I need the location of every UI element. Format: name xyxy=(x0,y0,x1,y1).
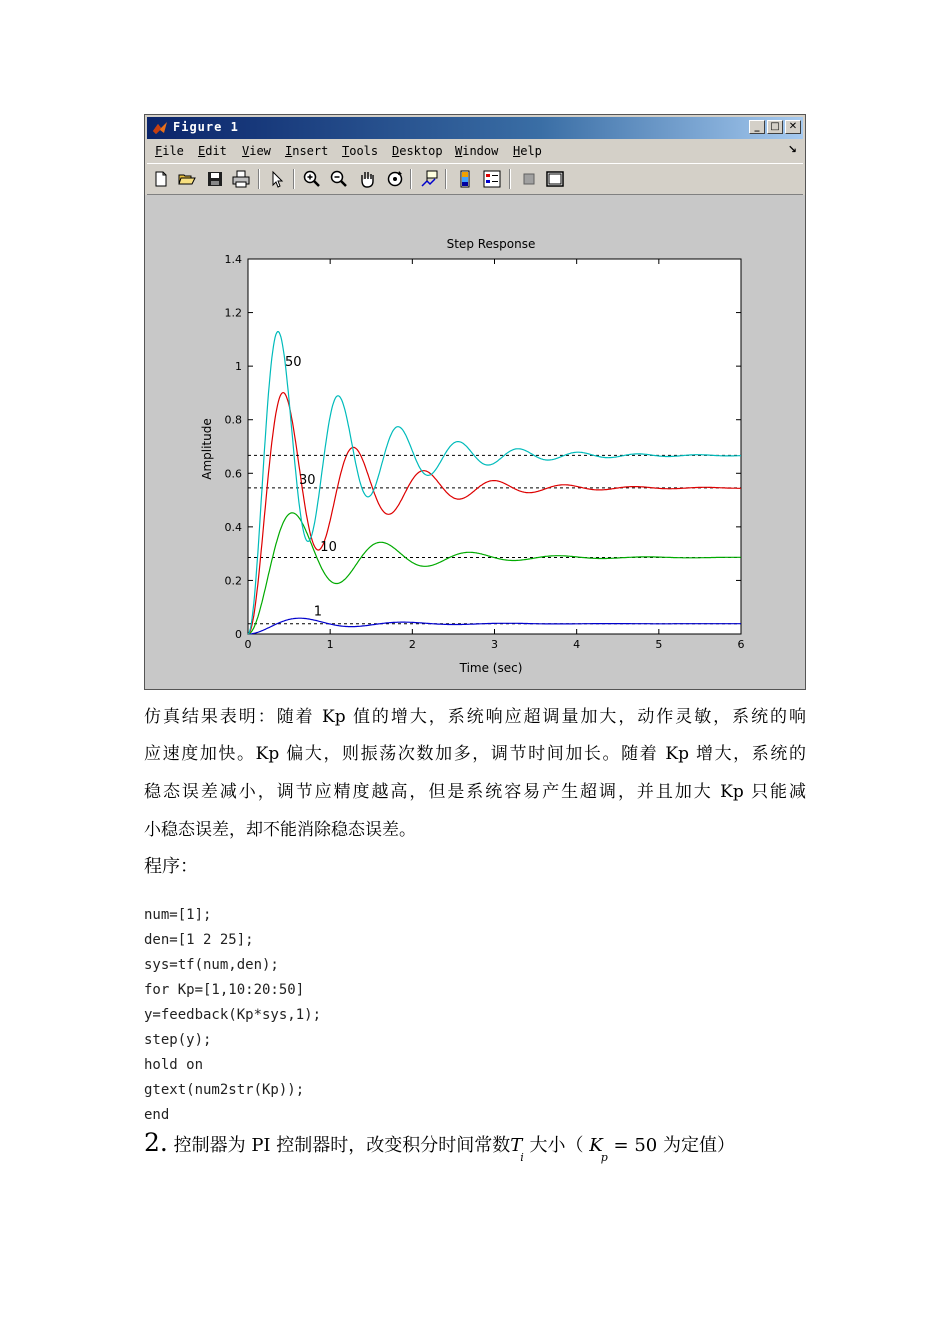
section-2-heading xyxy=(144,1128,735,1164)
y-tick-label: 0.6 xyxy=(224,467,242,481)
minimize-button[interactable]: _ xyxy=(749,120,765,134)
matlab-figure-window xyxy=(144,114,806,690)
x-tick-label: 6 xyxy=(737,638,745,651)
var-T: T xyxy=(510,1135,523,1156)
menu-help[interactable]: Help xyxy=(513,144,542,158)
menu-file[interactable]: File xyxy=(155,144,184,158)
toolbar-separator xyxy=(410,169,412,189)
new-icon[interactable] xyxy=(151,169,171,189)
toolbar-separator xyxy=(509,169,511,189)
menu-bar xyxy=(147,141,803,161)
matlab-logo-icon xyxy=(152,120,168,136)
toolbar-separator xyxy=(258,169,260,189)
menu-desktop[interactable]: Desktop xyxy=(392,144,443,158)
maximize-button[interactable]: □ xyxy=(767,120,783,134)
data-cursor-icon[interactable] xyxy=(419,169,439,189)
legend-icon[interactable] xyxy=(482,169,502,189)
sub-i: i xyxy=(520,1151,524,1164)
code-line: gtext(num2str(Kp)); xyxy=(144,1082,305,1098)
open-icon[interactable] xyxy=(177,169,197,189)
curve-label-30: 30 xyxy=(298,473,316,488)
y-tick-label: 0.4 xyxy=(224,520,242,534)
code-line: step(y); xyxy=(144,1032,212,1048)
paragraph-line: 稳态误差减小，调节应精度越高，但是系统容易产生超调，并且加大 Kp 只能减 xyxy=(144,782,806,802)
x-tick-label: 0 xyxy=(244,638,252,651)
hide-plot-tools-icon[interactable] xyxy=(519,169,539,189)
code-line: for Kp=[1,10:20:50] xyxy=(144,982,305,998)
menu-window[interactable]: Window xyxy=(455,144,499,158)
x-tick-label: 1 xyxy=(326,638,334,651)
title-bar[interactable] xyxy=(147,117,803,139)
code-block xyxy=(144,904,321,1129)
x-tick-label: 5 xyxy=(655,638,663,651)
print-icon[interactable] xyxy=(231,169,251,189)
curve-label-1: 1 xyxy=(313,604,323,620)
code-line: y=feedback(Kp*sys,1); xyxy=(144,1007,322,1023)
zoom-in-icon[interactable] xyxy=(302,169,322,189)
close-button[interactable]: ✕ xyxy=(785,120,801,134)
x-tick-label: 3 xyxy=(491,638,498,651)
curve-label-10: 10 xyxy=(320,539,337,555)
curve-label-50: 50 xyxy=(284,355,302,371)
toolbar-separator xyxy=(293,169,295,189)
code-line: num=[1]; xyxy=(144,907,212,923)
section-text-b: 大小（ xyxy=(529,1135,584,1156)
section-number: 2. xyxy=(144,1128,168,1157)
x-tick-label: 2 xyxy=(408,638,416,651)
var-K: K xyxy=(589,1135,603,1156)
y-axis-label: Amplitude xyxy=(200,418,214,480)
sub-p: p xyxy=(600,1151,608,1164)
pointer-icon[interactable] xyxy=(267,169,287,189)
step-response-plot xyxy=(145,195,805,689)
menu-tools[interactable]: Tools xyxy=(342,144,379,158)
section-text-c: = 50 为定值） xyxy=(613,1135,735,1156)
chart-title: Step Response xyxy=(446,237,536,251)
code-line: end xyxy=(144,1107,170,1123)
x-axis-label: Time (sec) xyxy=(459,661,523,675)
paragraph-line: 仿真结果表明：随着 Kp 值的增大，系统响应超调量加大，动作灵敏，系统的响 xyxy=(144,707,806,727)
y-tick-label: 0.2 xyxy=(224,574,242,588)
menu-insert[interactable]: Insert xyxy=(285,144,329,158)
y-tick-label: 0.8 xyxy=(224,413,242,427)
code-line: sys=tf(num,den); xyxy=(144,957,279,973)
y-tick-label: 1 xyxy=(235,360,242,374)
menu-view[interactable]: View xyxy=(242,144,271,158)
colorbar-icon[interactable] xyxy=(455,169,475,189)
code-line: den=[1 2 25]; xyxy=(144,932,254,948)
dock-icon[interactable]: ↘ xyxy=(787,143,797,156)
toolbar xyxy=(147,163,803,195)
save-icon[interactable] xyxy=(205,169,225,189)
menu-edit[interactable]: Edit xyxy=(198,144,227,158)
zoom-out-icon[interactable] xyxy=(329,169,349,189)
show-plot-tools-icon[interactable] xyxy=(545,169,565,189)
section-text-a: 控制器为 PI 控制器时，改变积分时间常数 xyxy=(173,1135,511,1156)
y-tick-label: 0 xyxy=(235,628,242,641)
toolbar-separator xyxy=(445,169,447,189)
paragraph-line: 应速度加快。Kp 偏大，则振荡次数加多，调节时间加长。随着 Kp 增大，系统的 xyxy=(144,744,807,764)
x-tick-label: 4 xyxy=(573,638,581,651)
rotate-icon[interactable] xyxy=(385,169,405,189)
y-tick-label: 1.2 xyxy=(224,306,242,320)
program-heading: 程序： xyxy=(144,856,198,877)
code-line: hold on xyxy=(144,1057,204,1073)
paragraph-line: 小稳态误差，却不能消除稳态误差。 xyxy=(144,820,416,840)
window-title: Figure 1 xyxy=(173,120,239,134)
y-tick-label: 1.4 xyxy=(224,253,242,266)
pan-icon[interactable] xyxy=(357,169,377,189)
